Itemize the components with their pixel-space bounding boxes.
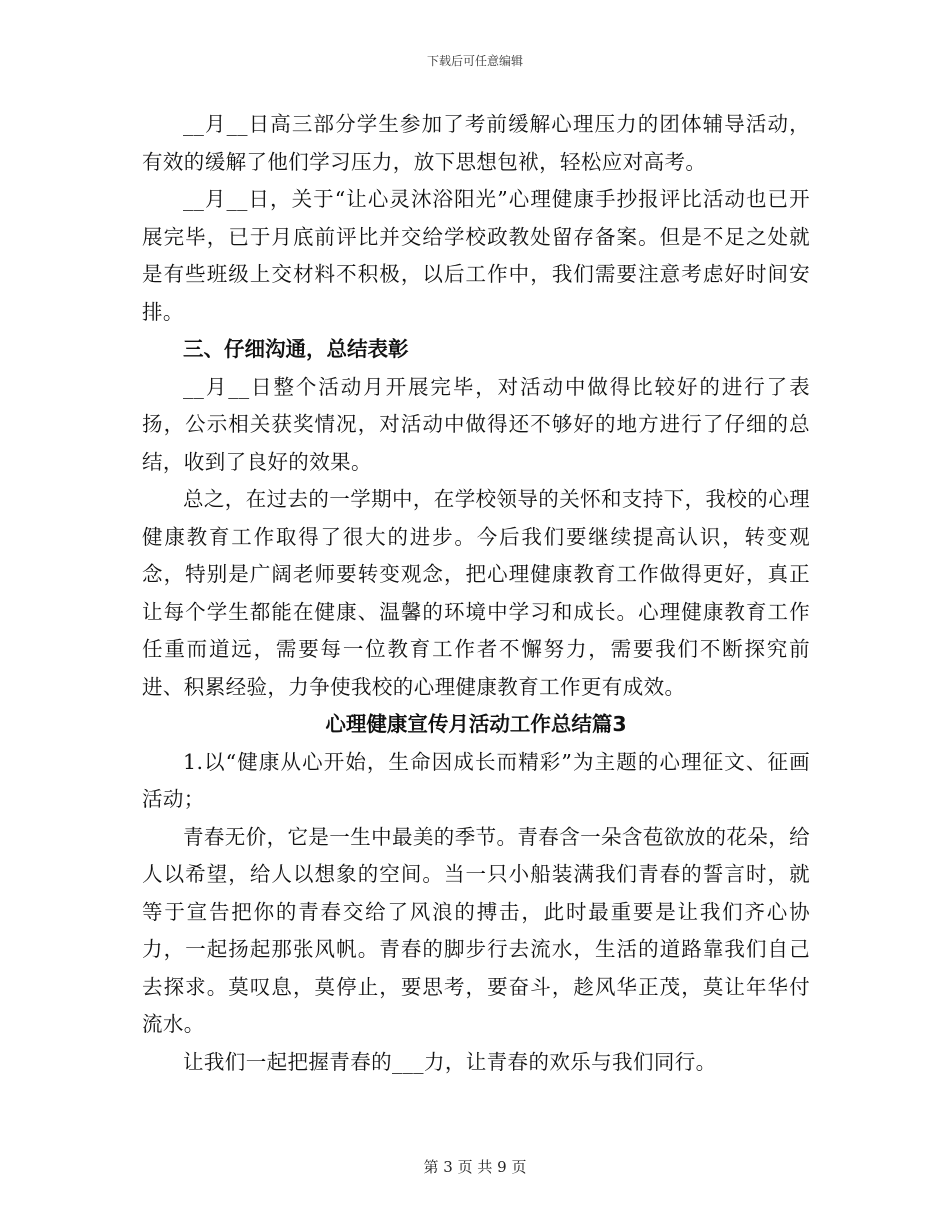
paragraph-grade3-activity: __月__日高三部分学生参加了考前缓解心理压力的团体辅导活动，有效的缓解了他们学习压力，放下思想包袱，轻松应对高考。 <box>142 112 810 174</box>
paragraph-poster-contest: __月__日，关于“让心灵沐浴阳光”心理健康手抄报评比活动也已开展完毕，已于月底前评比并交给学校政教处留存备案。但是不足之处就是有些班级上交材料不积极，以后工作中，我们需要注意考虑好时间安排。 <box>142 187 810 324</box>
article-title-3: 心理健康宣传月活动工作总结篇3 <box>325 712 627 736</box>
paragraph-essay-activity: 1.以“健康从心开始，生命因成长而精彩”为主题的心理征文、征画活动； <box>142 749 810 811</box>
paragraph-closing: 让我们一起把握青春的___力，让青春的欢乐与我们同行。 <box>183 1049 717 1074</box>
header-note: 下载后可任意编辑 <box>426 54 523 68</box>
paragraph-youth: 青春无价，它是一生中最美的季节。青春含一朵含苞欲放的花朵，给人以希望，给人以想象的空间。当一只小船装满我们青春的誓言时，就等于宣告把你的青春交给了风浪的搏击，此时最重要是让我们齐心协力，一起扬起那张风帆。青春的脚步行去流水，生活的道路靠我们自己去探求。莫叹息，莫停止，要思考，要奋斗，趁风华正茂，莫让年华付流水。 <box>142 824 810 1036</box>
paragraph-conclusion: 总之，在过去的一学期中，在学校领导的关怀和支持下，我校的心理健康教育工作取得了很大的进步。今后我们要继续提高认识，转变观念，特别是广阔老师要转变观念，把心理健康教育工作做得更好，真正让每个学生都能在健康、温馨的环境中学习和成长。心理健康教育工作任重而道远，需要每一位教育工作者不懈努力，需要我们不断探究前进、积累经验，力争使我校的心理健康教育工作更有成效。 <box>142 487 810 699</box>
paragraph-month-completion: __月__日整个活动月开展完毕，对活动中做得比较好的进行了表扬，公示相关获奖情况，对活动中做得还不够好的地方进行了仔细的总结，收到了良好的效果。 <box>142 374 810 474</box>
section-heading-3: 三、仔细沟通，总结表彰 <box>183 337 409 361</box>
page-number: 第 3 页 共 9 页 <box>423 1158 527 1176</box>
document-body <box>142 106 810 1081</box>
